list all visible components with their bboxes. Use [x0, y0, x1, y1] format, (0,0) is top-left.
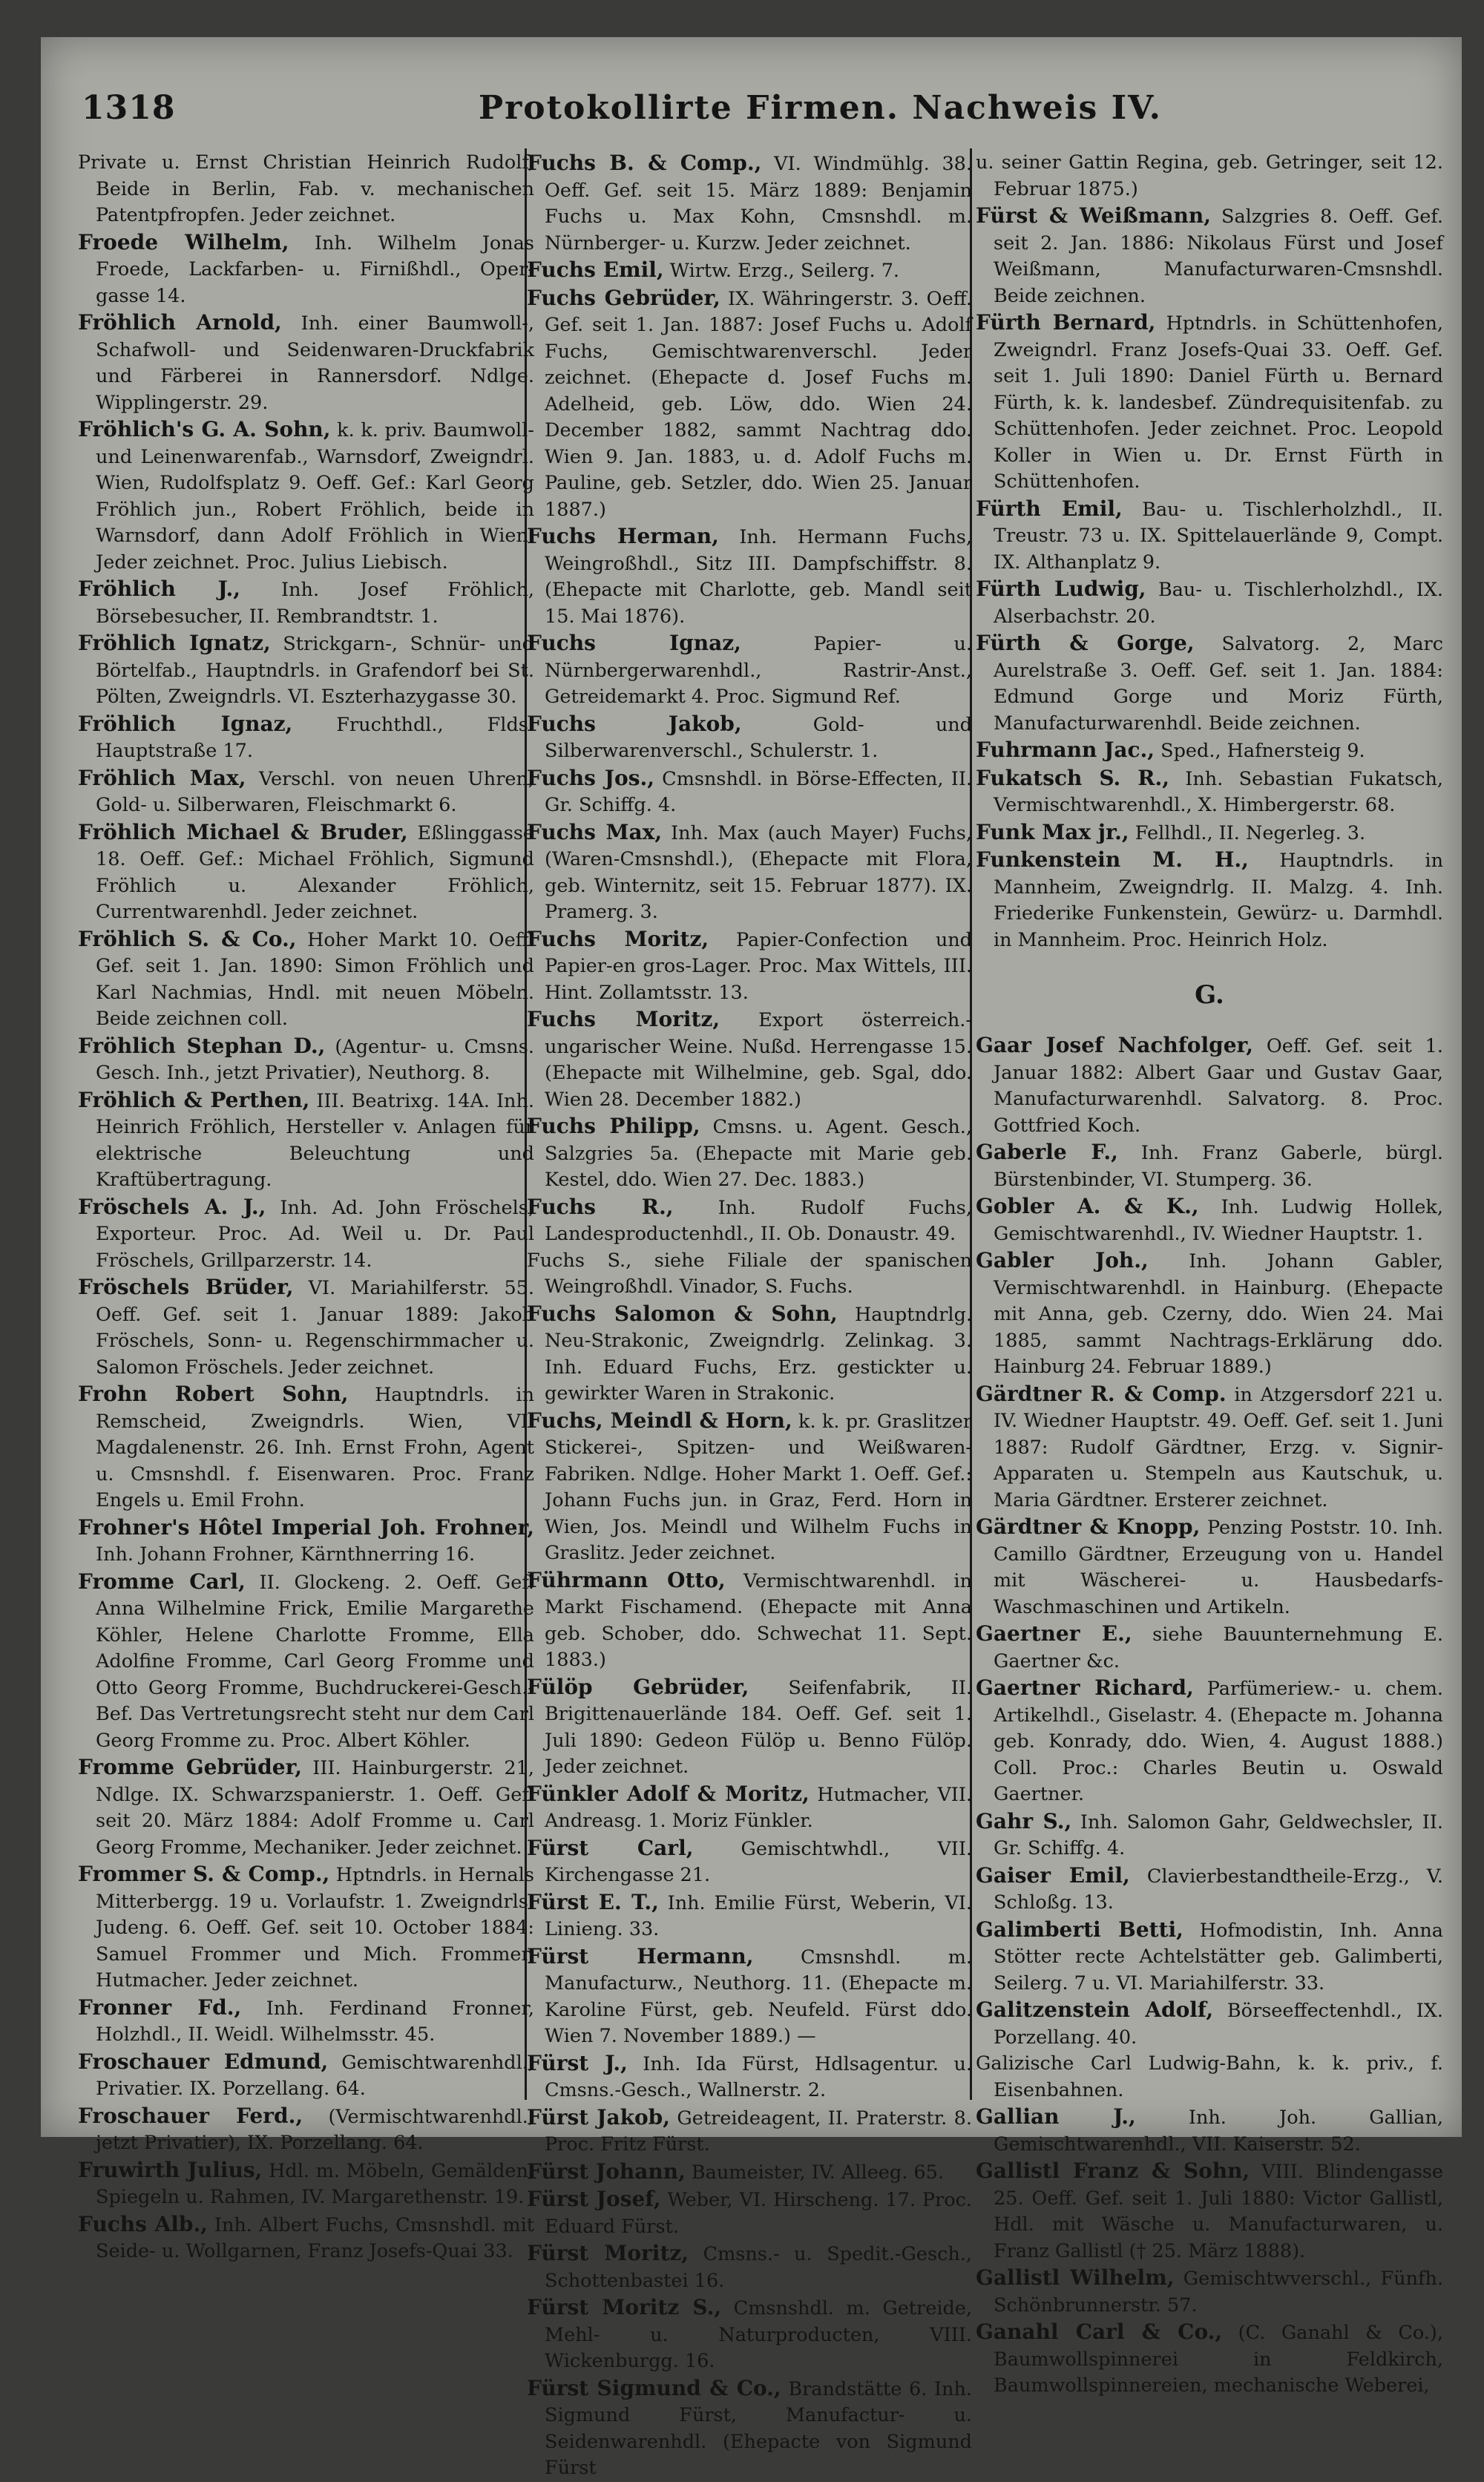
entry-text: Export österreich.-ungarischer Weine. Nußd. Herrengasse 15. (Ehepacte mit Wilhelmine, geb. Sgal, ddo. Wien 28. December 1882.) [545, 1009, 972, 1111]
firm-name: Fröhlich Ignaz, [78, 711, 293, 736]
entry-text: k. k. pr. Graslitzer Stickerei-, Spitzen- und Weißwaren-Fabriken. Ndlge. Hoher Markt 1. Oeff. Gef.: Johann Fuchs jun. in Graz, Ferd. Horn in Wien, Jos. Meindl und Wilhelm Fuchs in Graslitz. Jeder zeichnet. [545, 1410, 972, 1564]
firm-name: Fürst E. T., [527, 1889, 659, 1914]
firm-name: Fuchs Jakob, [527, 711, 742, 736]
directory-entry [527, 2375, 972, 2482]
firm-name: Fürst Carl, [527, 1835, 694, 1860]
directory-entry [527, 1674, 972, 1781]
directory-entry [976, 576, 1443, 630]
entry-text: Clavierbestandtheile-Erzg., V. Schloßg. 13. [994, 1865, 1443, 1914]
firm-name: Froede Wilhelm, [78, 229, 289, 255]
entry-text: Inh. Albert Fuchs, Cmsnshdl. mit Seide- u. Wollgarnen, Franz Josefs-Quai 33. [96, 2213, 534, 2262]
firm-name: Führmann Otto, [527, 1567, 726, 1592]
entry-text: Inh. Hermann Fuchs, Weingroßhdl., Sitz III. Dampfschiffstr. 8. (Ehepacte mit Charlotte, geb. Mandl seit 15. Mai 1876). [545, 526, 972, 628]
directory-entry [78, 416, 534, 576]
entry-text: Inh. Wilhelm Jonas Froede, Lackfarben- u. Firnißhdl., Oper-gasse 14. [96, 232, 534, 307]
entry-text: Inh. einer Baumwoll-, Schafwoll- und Seidenwaren-Druckfabrik und Färberei in Rannersdorf. Ndlge. Wipplingerstr. 29. [96, 312, 534, 414]
firm-name: Fröhlich Ignatz, [78, 631, 271, 655]
firm-name: Fröhlich S. & Co., [78, 926, 297, 951]
directory-entry [527, 1835, 972, 1889]
firm-name: Galitzenstein Adolf, [976, 1997, 1214, 2022]
firm-name: Gärdtner & Knopp, [976, 1514, 1201, 1539]
firm-name: Fuchs B. & Comp., [527, 151, 762, 175]
entry-text: Inh. Ad. John Fröschels, Exporteur. Proc. Ad. Weil u. Dr. Paul Fröschels, Grillparzerstr. 14. [96, 1196, 534, 1272]
directory-entry [976, 2051, 1443, 2104]
entry-text: Strickgarn-, Schnür- und Börtelfab., Hauptndrls. in Grafendorf bei St. Pölten, Zweigndrls. VI. Eszterhazygasse 30. [96, 633, 535, 708]
entry-text: Gold- und Silberwarenverschl., Schulerstr. 1. [545, 713, 972, 762]
directory-entry [527, 523, 972, 630]
entry-text: Wirtw. Erzg., Seilerg. 7. [663, 260, 900, 282]
entry-text: Inh. Josef Fröhlich, Börsebesucher, II. Rembrandtstr. 1. [96, 579, 535, 628]
directory-entry [527, 2294, 972, 2375]
directory-entry [976, 1139, 1443, 1193]
entry-text: Hoher Markt 10. Oeff. Gef. seit 1. Jan. 1890: Simon Fröhlich und Karl Nachmias, Hndl. mit neuen Möbeln. Beide zeichnen coll. [96, 928, 534, 1030]
entry-text: II. Glockeng. 2. Oeff. Gef. Anna Wilhelmine Frick, Emilie Margarethe Köhler, Helene Charlotte Fromme, Ella Adolfine Fromme, Carl Georg Fromme und Otto Georg Fromme, Buchdruckerei-Gesch.-Bef. Das Vertretungsrecht steht nur dem Carl Georg Fromme zu. Proc. Albert Köhler. [96, 1571, 534, 1752]
firm-name: Fürst Johann, [527, 2158, 686, 2184]
firm-name: Funkenstein M. H., [976, 847, 1249, 872]
entry-text: Hutmacher, VII. Andreasg. 1. Moriz Fünkler. [545, 1783, 972, 1832]
firm-name: Frohner's Hôtel Imperial Joh. Frohner, [78, 1514, 534, 1540]
entry-text: Inh. Emilie Fürst, Weberin, VI. Linieng. 33. [545, 1891, 972, 1940]
directory-entry [527, 1301, 972, 1408]
firm-name: Fromme Gebrüder, [78, 1755, 303, 1779]
directory-entry [976, 1997, 1443, 2051]
firm-name: Froschauer Edmund, [78, 2049, 329, 2074]
firm-name: Fuchs Alb., [78, 2211, 208, 2236]
directory-entry [976, 819, 1443, 847]
directory-entry [527, 2104, 972, 2158]
directory-entry [976, 2319, 1443, 2400]
firm-name: Fürst Sigmund & Co., [527, 2375, 781, 2400]
entry-text: Inh. Rudolf Fuchs, Landesproductenhdl., II. Ob. Donaustr. 49. [545, 1196, 972, 1245]
firm-name: Fuchs Max, [527, 819, 663, 844]
directory-entry [78, 576, 534, 630]
entry-text: u. seiner Gattin Regina, geb. Getringer, seit 12. Februar 1875.) [976, 151, 1443, 200]
entry-text: Hptndrls. in Schüttenhofen, Zweigndrl. Franz Josefs-Quai 33. Oeff. Gef. seit 1. Juli 1890: Daniel Fürth u. Bernard Fürth, k. k. landesbef. Zündrequisitenfab. zu Schüttenhofen. Jeder zeichnet. Proc. Leopold Koller in Wien u. Dr. Ernst Fürth in Schüttenhofen. [994, 312, 1443, 493]
firm-name: Gaertner Richard, [976, 1675, 1194, 1700]
entry-text: Vermischtwarenhdl. in Markt Fischamend. (Ehepacte mit Anna geb. Schober, ddo. Schwechat 11. Sept. 1883.) [545, 1569, 972, 1671]
column-middle [527, 150, 973, 2479]
directory-entry [976, 1032, 1443, 1139]
entry-text: Bau- u. Tischlerholzhdl., II. Treustr. 73 u. IX. Spittelauerlände 9, Compt. IX. Althanplatz 9. [994, 498, 1443, 574]
directory-entry [976, 1917, 1443, 1997]
entry-text: Hauptndrls. in Mannheim, Zweigndrlg. II. Malzg. 4. Inh. Friederike Funkenstein, Gewürz- u. Darmhdl. in Mannheim. Proc. Heinrich Holz. [994, 850, 1444, 951]
entry-text: VI. Windmühlg. 38. Oeff. Gef. seit 15. März 1889: Benjamin Fuchs u. Max Kohn, Cmsnshdl. m. Nürnberger- u. Kurzw. Jeder zeichnet. [545, 153, 972, 255]
directory-entry [527, 1781, 972, 1835]
firm-name: Fruwirth Julius, [78, 2157, 263, 2182]
firm-name: Fröschels Brüder, [78, 1275, 294, 1299]
entry-text: Inh. Ferdinand Fronner, Holzhdl., II. Weidl. Wilhelmsstr. 45. [96, 1997, 534, 2046]
directory-entry [527, 1408, 972, 1567]
directory-entry [78, 1514, 534, 1569]
entry-text: Getreideagent, II. Praterstr. 8. Proc. Fritz Fürst. [545, 2107, 972, 2156]
firm-name: Fuchs Jos., [527, 765, 654, 790]
entry-text: (C. Ganahl & Co.), Baumwollspinnerei in Feldkirch, Baumwollspinnereien, mechanische Weberei, [994, 2322, 1443, 2397]
entry-text: Brandstätte 6. Inh. Sigmund Fürst, Manufactur- u. Seidenwarenhdl. (Ehepacte von Sigmund Fürst [545, 2377, 972, 2479]
directory-entry [976, 630, 1443, 737]
entry-text: siehe Bauunternehmung E. Gaertner &c. [994, 1624, 1443, 1672]
directory-entry [78, 150, 534, 229]
directory-entry [78, 2211, 534, 2265]
directory-entry [527, 819, 972, 926]
directory-entry [976, 309, 1443, 496]
directory-entry [78, 630, 534, 711]
directory-entry [976, 1808, 1443, 1862]
page-number: 1318 [82, 89, 176, 127]
directory-entry [78, 1754, 534, 1861]
firm-name: Fuchs Ignaz, [527, 631, 741, 655]
directory-entry [976, 847, 1443, 953]
directory-entry [527, 1113, 972, 1194]
directory-entry [78, 926, 534, 1033]
entry-text: Inh. Ludwig Hollek, Gemischtwarenhdl., IV. Wiedner Hauptstr. 1. [994, 1196, 1443, 1245]
firm-name: Fröhlich Stephan D., [78, 1033, 326, 1058]
directory-entry [527, 765, 972, 819]
entry-text: Hofmodistin, Inh. Anna Stötter recte Achtelstätter geb. Galimberti, Seilerg. 7 u. VI. Mariahilferstr. 33. [994, 1919, 1443, 1995]
entry-text: Parfümeriew.- u. chem. Artikelhdl., Giselastr. 4. (Ehepacte m. Johanna geb. Konrady, ddo. Wien, 4. August 1888.) Coll. Proc.: Charles Beutin u. Oswald Gaertner. [994, 1678, 1443, 1805]
directory-entry [78, 1569, 534, 1755]
entry-text: Baumeister, IV. Alleeg. 65. [685, 2161, 944, 2184]
firm-name: Funk Max jr., [976, 819, 1129, 844]
entry-text: Galizische Carl Ludwig-Bahn, k. k. priv., f. Eisenbahnen. [976, 2052, 1443, 2101]
page-header [41, 89, 1462, 148]
document-page [41, 37, 1462, 2479]
firm-name: Fromme Carl, [78, 1569, 246, 1594]
directory-entry [78, 765, 534, 819]
firm-name: Fürst Jakob, [527, 2104, 671, 2130]
entry-text: Inh. Joh. Gallian, Gemischtwarenhdl., VII. Kaiserstr. 52. [994, 2107, 1443, 2156]
directory-entry [527, 630, 972, 711]
firm-name: Fürth Emil, [976, 496, 1123, 521]
directory-entry [78, 1995, 534, 2049]
entry-text: Cmsnshdl. m. Getreide, Mehl- u. Naturproducten, VIII. Wickenburgg. 16. [545, 2297, 972, 2372]
firm-name: Fürst Moritz S., [527, 2295, 722, 2320]
firm-name: Gabler Joh., [976, 1248, 1149, 1273]
entry-text: III. Beatrixg. 14A. Inh. Heinrich Fröhlich, Hersteller v. Anlagen für elektrische Beleuchtung und Kraftübertragung. [96, 1089, 534, 1191]
entry-text: Weber, VI. Hirscheng. 17. Proc. Eduard Fürst. [545, 2189, 972, 2238]
directory-entry [527, 1889, 972, 1943]
firm-name: Fuchs Emil, [527, 257, 664, 282]
firm-name: Fürth Ludwig, [976, 577, 1146, 601]
firm-name: Fuchs Gebrüder, [527, 285, 720, 310]
entry-text: in Atzgersdorf 221 u. IV. Wiedner Hauptstr. 49. Oeff. Gef. seit 1. Juni 1887: Rudolf Gärdtner, Erzg. v. Signir-Apparaten u. Stempeln aus Kautschuk, u. Maria Gärdtner. Ersterer zeichnet. [994, 1383, 1443, 1511]
entry-text: Oeff. Gef. seit 1. Januar 1882: Albert Gaar und Gustav Gaar, Manufacturwarenhdl. Salvatorg. 8. Proc. Gottfried Koch. [994, 1035, 1443, 1137]
column-right [976, 150, 1444, 2397]
entry-text: Inh. Ida Fürst, Hdlsagentur. u. Cmsns.-Gesch., Wallnerstr. 2. [545, 2052, 972, 2101]
directory-entry [527, 285, 972, 524]
firm-name: Galimberti Betti, [976, 1917, 1183, 1942]
firm-name: Gärdtner R. & Comp. [976, 1381, 1227, 1406]
entry-text: VI. Mariahilferstr. 55. Oeff. Gef. seit 1. Januar 1889: Jakob Fröschels, Sonn- u. Regenschirmmacher u. Salomon Fröschels. Jeder zeichnet. [96, 1277, 534, 1379]
firm-name: Fuchs R., [527, 1194, 674, 1219]
entry-text: Hauptndrls. in Remscheid, Zweigndrls. Wien, VI. Magdalenenstr. 26. Inh. Ernst Frohn, Agent u. Cmsnshdl. f. Eisenwaren. Proc. Franz Engels u. Emil Frohn. [96, 1384, 534, 1511]
entry-text: Salvatorg. 2, Marc Aurelstraße 3. Oeff. Gef. seit 1. Jan. 1884: Edmund Gorge und Moriz Fürth, Manufacturwarenhdl. Beide zeichnen. [994, 633, 1443, 735]
entry-text: Papier-Confection und Papier-en gros-Lager. Proc. Max Wittels, III. Hint. Zollamtsstr. 13. [545, 928, 972, 1004]
entry-text: Private u. Ernst Christian Heinrich Rudolf, Beide in Berlin, Fab. v. mechanischen Patentpfropfen. Jeder zeichnet. [78, 151, 534, 226]
firm-name: Fünkler Adolf & Moritz, [527, 1781, 810, 1806]
directory-entry [527, 150, 972, 257]
entry-text: Inh. Johann Gabler, Vermischtwarenhdl. in Hainburg. (Ehepacte mit Anna, geb. Czerny, ddo. Wien 24. Mai 1885, sammt Nachtrags-Erklärung ddo. Hainburg 24. Februar 1889.) [994, 1250, 1443, 1378]
firm-name: Gaertner E., [976, 1621, 1132, 1646]
directory-entry [527, 1248, 972, 1301]
entry-text: Gemischtwhdl., VII. Kirchengasse 21. [545, 1837, 972, 1886]
directory-entry [78, 1087, 534, 1194]
firm-name: Fuchs Moritz, [527, 926, 709, 951]
directory-entry [976, 1381, 1443, 1514]
directory-entry [527, 1006, 972, 1113]
entry-text: VIII. Blindengasse 25. Oeff. Gef. seit 1. Juli 1880: Victor Gallistl, Hdl. mit Wäsche u. Manufacturwaren, u. Franz Gallistl († 25. März 1888). [994, 2161, 1443, 2262]
entry-text: Inh. Max (auch Mayer) Fuchs, (Waren-Cmsnshdl.), (Ehepacte mit Flora, geb. Winternitz, seit 15. Februar 1877). IX. Pramerg. 3. [545, 821, 972, 923]
firm-name: Fröhlich Arnold, [78, 310, 282, 335]
entry-text: k. k. priv. Baumwoll- und Leinenwarenfab., Warnsdorf, Zweigndrl. Wien, Rudolfsplatz 9. Oeff. Gef.: Karl Georg Fröhlich jun., Robert Fröhlich, beide in Warnsdorf, dann Adolf Fröhlich in Wien. Jeder zeichnet. Proc. Julius Liebisch. [96, 419, 534, 574]
directory-entry [976, 203, 1443, 309]
directory-entry [78, 309, 534, 416]
directory-entry [976, 1675, 1443, 1808]
column-left [78, 150, 535, 2262]
directory-entry [976, 1621, 1443, 1675]
firm-name: Gallistl Franz & Sohn, [976, 2158, 1250, 2183]
firm-name: Fuchs Salomon & Sohn, [527, 1301, 838, 1326]
firm-name: Gallian J., [976, 2104, 1136, 2129]
entry-text: Inh. Franz Gaberle, bürgl. Bürstenbinder, VI. Stumperg. 36. [994, 1142, 1443, 1191]
directory-entry [78, 2157, 534, 2211]
firm-name: Gaberle F., [976, 1140, 1118, 1164]
entry-text: Gemischtwarenhdl., Privatier. IX. Porzellang. 64. [96, 2051, 534, 2100]
firm-name: Fröhlich Michael & Bruder, [78, 819, 408, 844]
directory-entry [976, 1862, 1443, 1917]
entry-text: Inh. Johann Frohner, Kärnthnerring 16. [96, 1543, 476, 1566]
entry-text: Seifenfabrik, II. Brigittenauerlände 184. Oeff. Gef. seit 1. Juli 1890: Gedeon Fülöp u. Benno Fülöp. Jeder zeichnet. [545, 1676, 972, 1778]
directory-entry [527, 2240, 972, 2294]
entry-text: Cmsns. u. Agent. Gesch., Salzgries 5a. (Ehepacte mit Marie geb. Kestel, ddo. Wien 27. Dec. 1883.) [545, 1116, 973, 1191]
firm-name: Fronner Fd., [78, 1995, 242, 2020]
entry-text: III. Hainburgerstr. 21, Ndlge. IX. Schwarzspanierstr. 1. Oeff. Gef. seit 20. März 1884: Adolf Fromme u. Carl Georg Fromme, Mechaniker. Jeder zeichnet. [96, 1757, 534, 1859]
directory-entry [78, 1274, 534, 1381]
firm-name: Fröhlich's G. A. Sohn, [78, 417, 331, 441]
entry-text: Inh. Sebastian Fukatsch, Vermischtwarenhdl., X. Himbergerstr. 68. [994, 767, 1444, 816]
entry-text: Bau- u. Tischlerholzhdl., IX. Alserbachstr. 20. [994, 579, 1443, 628]
entry-text: Penzing Poststr. 10. Inh. Camillo Gärdtner, Erzeugung von u. Handel mit Wäscherei- u. Hausbedarfs-Waschmaschinen und Artikeln. [994, 1517, 1443, 1618]
entry-text: Hauptndrlg. Neu-Strakonic, Zweigndrlg. Zelinkag. 3. Inh. Eduard Fuchs, Erz. gestickter u. gewirkter Waren in Strakonic. [545, 1303, 972, 1405]
firm-name: Gobler A. & K., [976, 1194, 1199, 1218]
firm-name: Fuchs, Meindl & Horn, [527, 1408, 792, 1433]
firm-name: Fürst Moritz, [527, 2241, 689, 2265]
directory-entry [527, 926, 972, 1007]
entry-text: Papier- u. Nürnbergerwarenhdl., Rastrir-Anst., Getreidemarkt 4. Proc. Sigmund Ref. [545, 633, 972, 708]
directory-entry [527, 2158, 972, 2187]
directory-entry [527, 2050, 972, 2104]
directory-entry [976, 2265, 1443, 2319]
firm-name: Frohn Robert Sohn, [78, 1382, 349, 1406]
entry-text: Sped., Hafnersteig 9. [1155, 740, 1365, 762]
firm-name: Fürth & Gorge, [976, 631, 1195, 655]
firm-name: Frommer S. & Comp., [78, 1862, 330, 1886]
entry-text: Hptndrls. in Hernals Mitterbergg. 19 u. Vorlaufstr. 1. Zweigndrls. Judeng. 6. Oeff. Gef. seit 10. October 1884: Samuel Frommer und Mich. Frommer, Hutmacher. Jeder zeichnet. [96, 1864, 535, 1992]
firm-name: Fülöp Gebrüder, [527, 1674, 749, 1699]
directory-entry [78, 1194, 534, 1275]
firm-name: Gahr S., [976, 1808, 1072, 1833]
directory-entry [527, 1567, 972, 1674]
directory-entry [527, 711, 972, 765]
entry-text: Börseeffectenhdl., IX. Porzellang. 40. [994, 2000, 1443, 2049]
entry-text: Cmsnshdl. m. Manufacturw., Neuthorg. 11. (Ehepacte m. Karoline Fürst, geb. Neufeld. Fürst ddo. Wien 7. November 1889.) — [545, 1946, 972, 2047]
directory-entry [78, 711, 534, 765]
page-title: Protokollirte Firmen. Nachweis IV. [479, 89, 1162, 127]
directory-entry [78, 819, 534, 926]
directory-entry [976, 737, 1443, 765]
firm-name: Gallistl Wilhelm, [976, 2265, 1175, 2290]
entry-text: IX. Währingerstr. 3. Oeff. Gef. seit 1. Jan. 1887: Josef Fuchs u. Adolf Fuchs, Gemischtwarenverschl. Jeder zeichnet. (Ehepacte d. Josef Fuchs m. Adelheid, geb. Löw, ddo. Wien 24. December 1882, sammt Nachtrag ddo. Wien 9. Jan. 1883, u. d. Adolf Fuchs m. Pauline, geb. Setzler, ddo. Wien 25. Januar 1887.) [545, 287, 972, 521]
directory-entry [976, 2104, 1443, 2158]
firm-name: Fürst & Weißmann, [976, 203, 1211, 228]
entry-text: Fellhdl., II. Negerleg. 3. [1129, 821, 1366, 844]
directory-entry [78, 1033, 534, 1087]
firm-name: Fuhrmann Jac., [976, 738, 1155, 762]
firm-name: Fürst Hermann, [527, 1943, 754, 1969]
entry-text: Cmsns.- u. Spedit.-Gesch., Schottenbastei 16. [545, 2243, 972, 2292]
firm-name: Fürst Josef, [527, 2187, 661, 2211]
entry-text: Gemischtwverschl., Fünfh. Schönbrunnerstr. 57. [994, 2268, 1443, 2317]
directory-entry [78, 2049, 534, 2103]
directory-entry [976, 2158, 1443, 2265]
firm-name: Fürst J., [527, 2050, 628, 2075]
firm-name: Fuchs Moritz, [527, 1007, 720, 1031]
directory-entry [527, 1943, 972, 2050]
firm-name: Gaiser Emil, [976, 1862, 1130, 1888]
directory-entry [527, 2186, 972, 2240]
directory-entry [976, 765, 1443, 819]
entry-text: (Agentur- u. Cmsns. Gesch. Inh., jetzt Privatier), Neuthorg. 8. [96, 1035, 535, 1084]
directory-entry [78, 2103, 534, 2157]
section-letter-heading: G. [1195, 980, 1224, 1010]
directory-entry [78, 1381, 534, 1514]
directory-entry [976, 1247, 1443, 1381]
directory-entry [527, 257, 972, 285]
entry-text: Eßlinggasse 18. Oeff. Gef.: Michael Fröhlich, Sigmund Fröhlich u. Alexander Fröhlich, Currentwarenhdl. Jeder zeichnet. [96, 821, 534, 923]
entry-text: Hdl. m. Möbeln, Gemälden, Spiegeln u. Rahmen, IV. Margarethenstr. 19. [96, 2159, 534, 2208]
directory-entry [527, 1194, 972, 1248]
directory-entry [976, 1514, 1443, 1621]
firm-name: Gaar Josef Nachfolger, [976, 1033, 1253, 1057]
directory-entry [78, 229, 534, 310]
entry-text: Fruchthdl., Flds. Hauptstraße 17. [96, 713, 534, 762]
entry-text: (Vermischtwarenhdl., jetzt Privatier), IX. Porzellang. 64. [96, 2105, 534, 2154]
entry-text: Fuchs S., siehe Filiale der spanischen Weingroßhdl. Vinador, S. Fuchs. [527, 1249, 972, 1298]
firm-name: Froschauer Ferd., [78, 2103, 303, 2128]
directory-entry [78, 1861, 534, 1995]
entry-text: Inh. Salomon Gahr, Geldwechsler, II. Gr. Schiffg. 4. [994, 1810, 1443, 1859]
entry-text: Salzgries 8. Oeff. Gef. seit 2. Jan. 1886: Nikolaus Fürst und Josef Weißmann, Manufacturwaren-Cmsnshdl. Beide zeichnen. [994, 206, 1443, 307]
directory-entry [976, 1193, 1443, 1247]
directory-entry [976, 150, 1443, 203]
entry-text: Cmsnshdl. in Börse-Effecten, II. Gr. Schiffg. 4. [545, 767, 972, 816]
firm-name: Fukatsch S. R., [976, 765, 1169, 790]
firm-name: Ganahl Carl & Co., [976, 2320, 1223, 2344]
firm-name: Fürth Bernard, [976, 310, 1156, 335]
firm-name: Fuchs Philipp, [527, 1114, 700, 1138]
firm-name: Fröhlich Max, [78, 765, 246, 790]
firm-name: Fröhlich J., [78, 577, 241, 601]
firm-name: Fröhlich & Perthen, [78, 1087, 310, 1112]
firm-name: Fröschels A. J., [78, 1194, 266, 1219]
entry-text: Verschl. von neuen Uhren, Gold- u. Silberwaren, Fleischmarkt 6. [96, 767, 535, 816]
firm-name: Fuchs Herman, [527, 524, 719, 548]
directory-entry [976, 496, 1443, 577]
